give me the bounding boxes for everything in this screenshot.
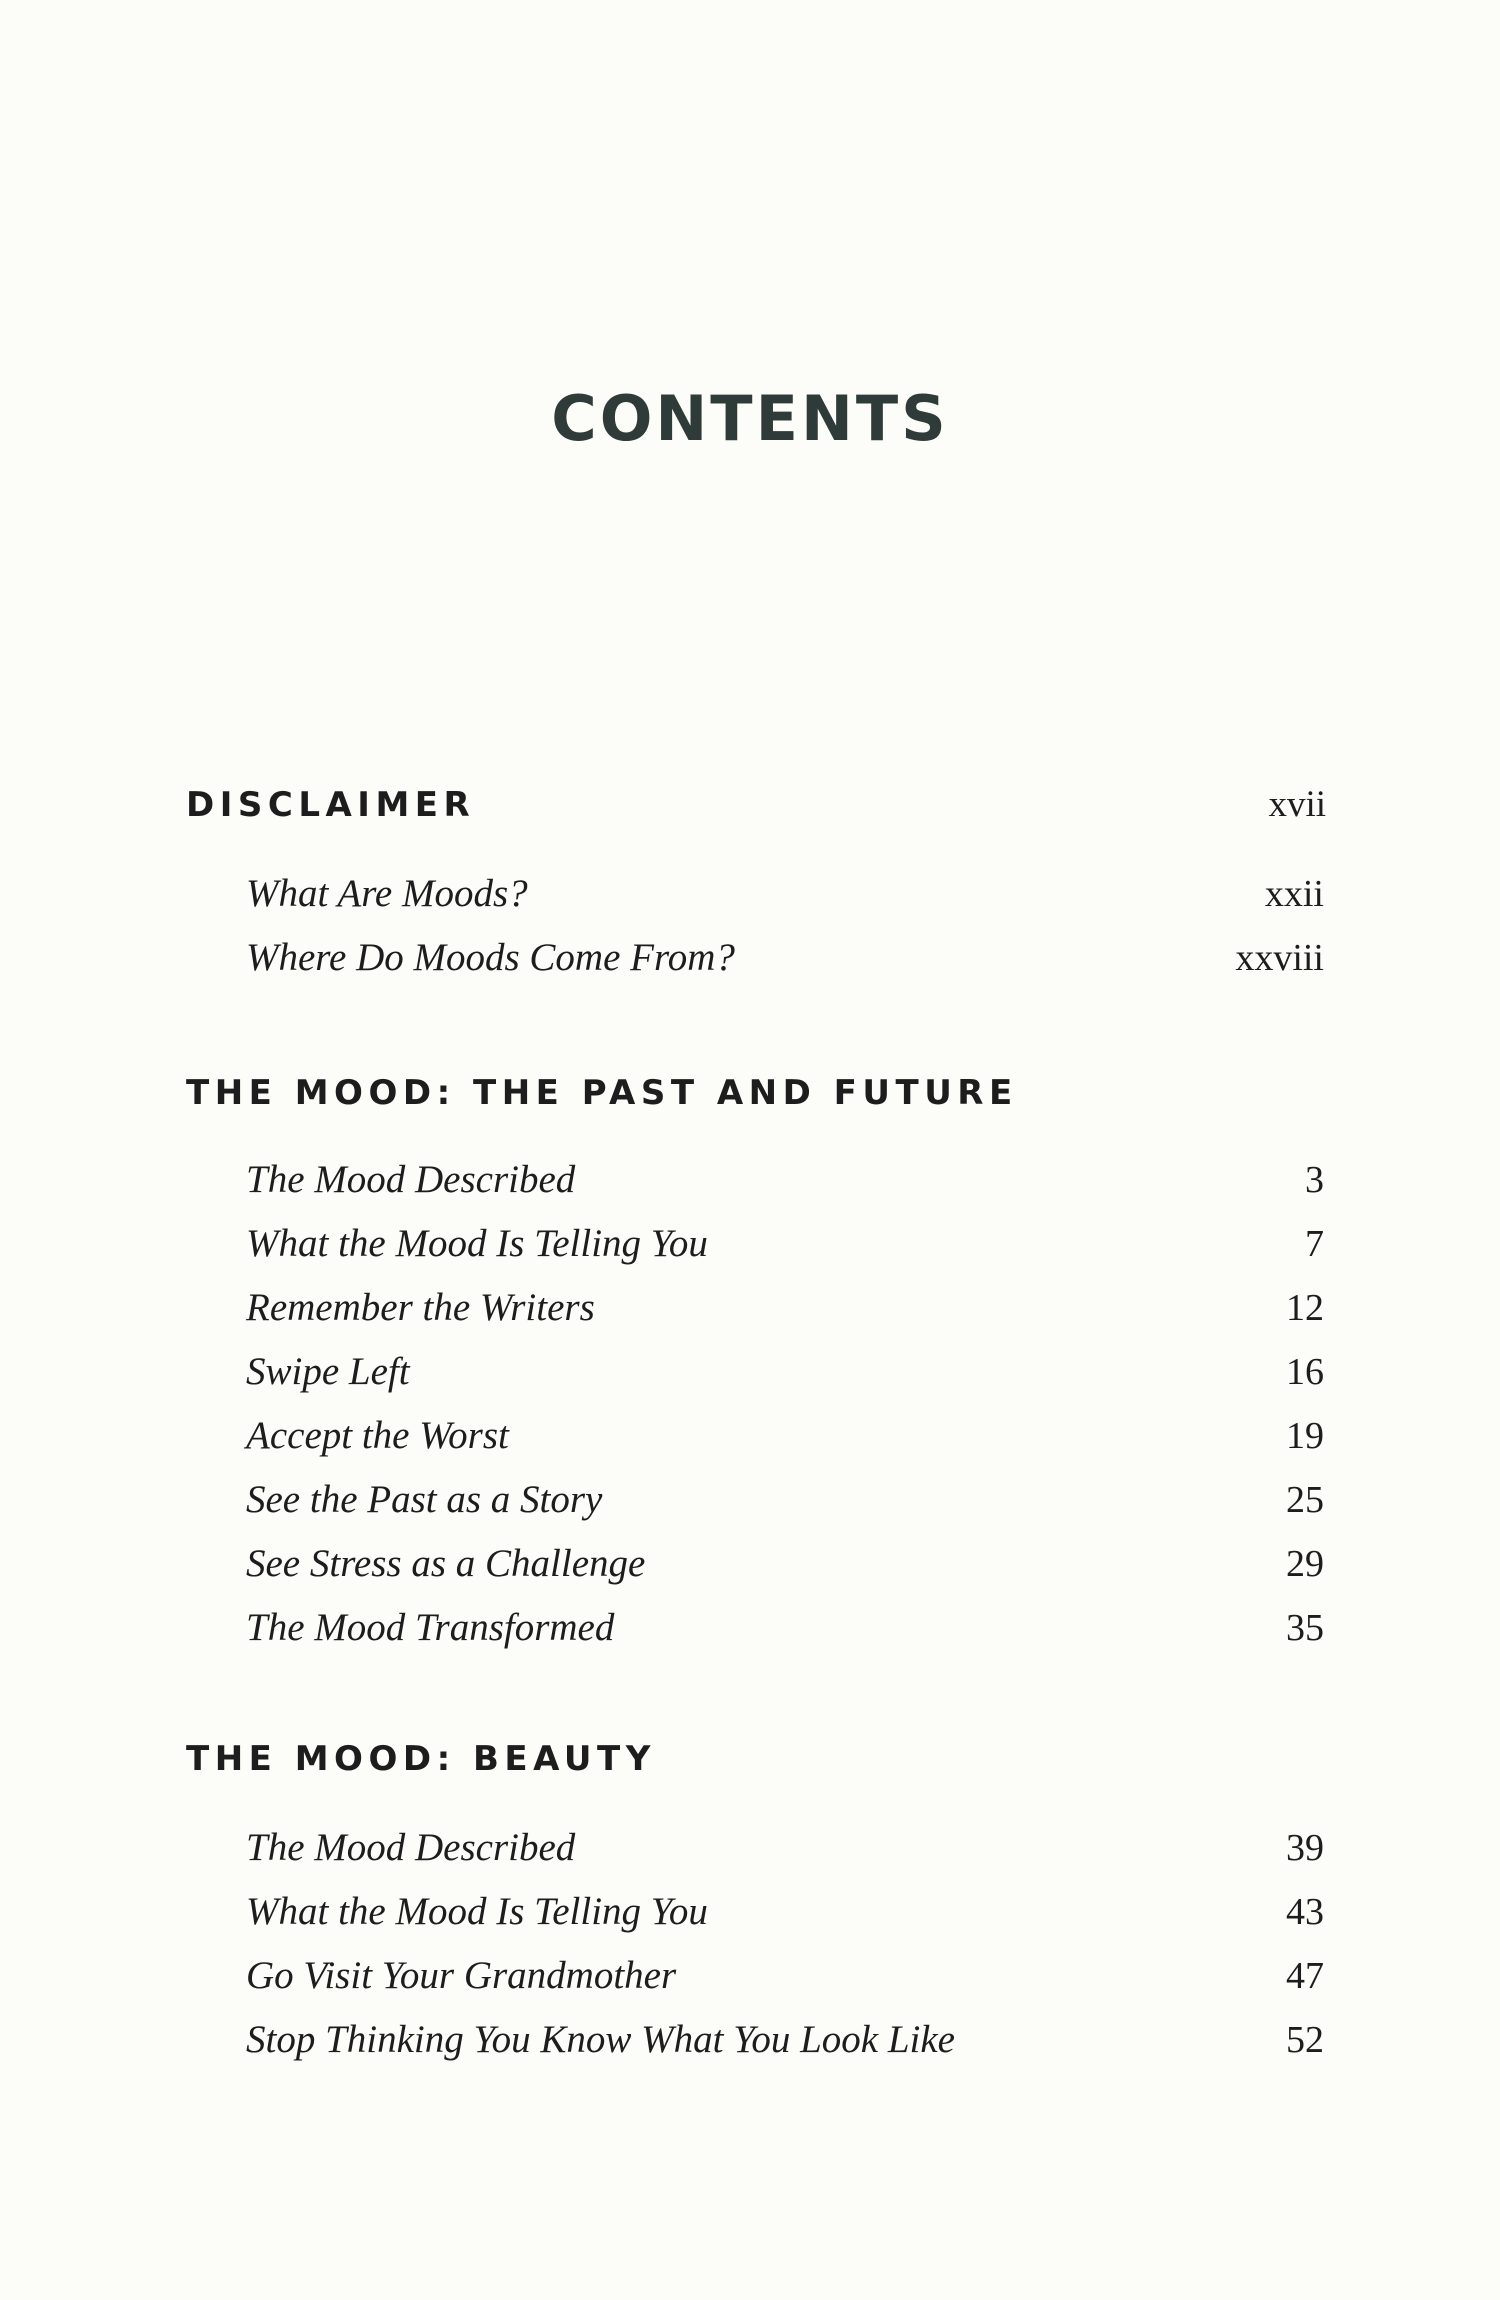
toc-entry[interactable] (246, 1532, 1324, 1596)
entry-title: Go Visit Your Grandmother (246, 1954, 677, 1997)
entry-list (246, 862, 1324, 990)
entry-page-number: 12 (1286, 1287, 1324, 1329)
toc-entry[interactable] (246, 1880, 1324, 1944)
entry-title: The Mood Described (246, 1158, 576, 1201)
entry-title: Swipe Left (246, 1350, 410, 1393)
entry-title: Where Do Moods Come From? (246, 936, 735, 979)
entry-page-number: 43 (1286, 1891, 1324, 1933)
toc-entry[interactable] (246, 926, 1324, 990)
toc-entry[interactable] (246, 1944, 1324, 2008)
toc-entry[interactable] (246, 1212, 1324, 1276)
toc-entry[interactable] (246, 1404, 1324, 1468)
entry-title: Stop Thinking You Know What You Look Like (246, 2018, 955, 2061)
entry-title: What the Mood Is Telling You (246, 1222, 708, 1265)
entry-title: What Are Moods? (246, 872, 528, 915)
entry-title: What the Mood Is Telling You (246, 1890, 708, 1933)
entry-title: See Stress as a Challenge (246, 1542, 646, 1585)
entry-list (246, 1816, 1324, 2072)
entry-page-number: 39 (1286, 1827, 1324, 1869)
toc-entry[interactable] (246, 1148, 1324, 1212)
entry-title: The Mood Transformed (246, 1606, 615, 1649)
entry-page-number: 52 (1286, 2019, 1324, 2061)
entry-page-number: xxii (1264, 873, 1324, 915)
entry-page-number: xxviii (1235, 937, 1324, 979)
entry-page-number: 25 (1286, 1479, 1324, 1521)
entry-page-number: 19 (1286, 1415, 1324, 1457)
toc-entry[interactable] (246, 1340, 1324, 1404)
section-title: THE MOOD: BEAUTY (186, 1739, 656, 1779)
section-title: DISCLAIMER (186, 785, 476, 825)
toc-entry[interactable] (246, 1816, 1324, 1880)
entry-page-number: 3 (1305, 1159, 1324, 1201)
toc-entry[interactable] (246, 1468, 1324, 1532)
entry-page-number: 7 (1305, 1223, 1324, 1265)
entry-page-number: 35 (1286, 1607, 1324, 1649)
toc-entry[interactable] (246, 1596, 1324, 1660)
entry-title: Remember the Writers (246, 1286, 595, 1329)
section-heading (186, 1734, 1326, 1784)
entry-page-number: 16 (1286, 1351, 1324, 1393)
toc-entry[interactable] (246, 1276, 1324, 1340)
section-page-number: xvii (1268, 784, 1326, 825)
section-heading (186, 1068, 1326, 1118)
section-heading (186, 780, 1326, 830)
toc-entry[interactable] (246, 2008, 1324, 2072)
entry-page-number: 29 (1286, 1543, 1324, 1585)
entry-title: See the Past as a Story (246, 1478, 603, 1521)
section-title: THE MOOD: THE PAST AND FUTURE (186, 1073, 1018, 1113)
entry-list (246, 1148, 1324, 1660)
entry-title: The Mood Described (246, 1826, 576, 1869)
entry-title: Accept the Worst (246, 1414, 509, 1457)
entry-page-number: 47 (1286, 1955, 1324, 1997)
page-title: CONTENTS (551, 382, 949, 455)
toc-entry[interactable] (246, 862, 1324, 926)
